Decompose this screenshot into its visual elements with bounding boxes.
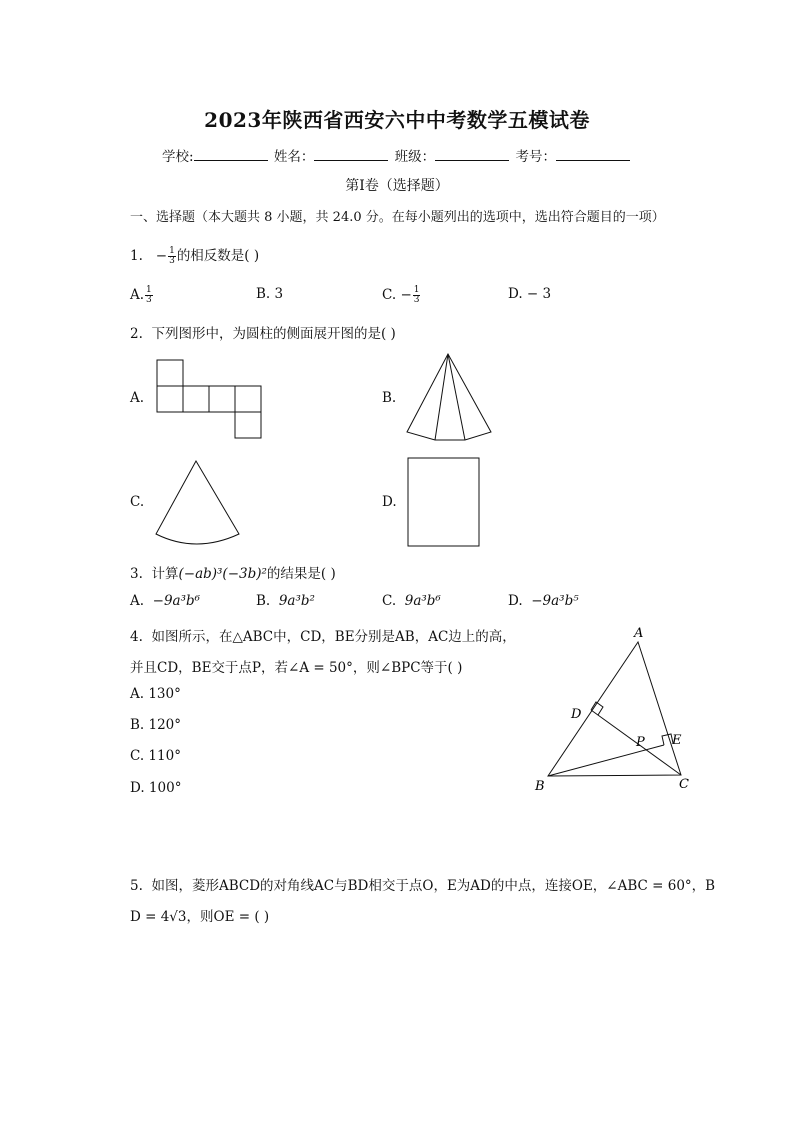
class-label: 班级：: [394, 149, 436, 165]
cube-net-figure: [155, 358, 265, 440]
name-blank[interactable]: [314, 148, 388, 161]
option-a[interactable]: A. 130°: [130, 686, 181, 702]
label-p: P: [636, 735, 645, 750]
question-text: 的相反数是( ): [176, 248, 260, 264]
label-a: A: [634, 626, 644, 641]
expression: (−ab)³(−3b)²: [178, 566, 267, 582]
question-5-line-2: D = 4√3，则OE = ( ): [130, 909, 270, 925]
label-d: D: [571, 707, 582, 722]
school-label: 学校:: [162, 149, 194, 165]
section-heading: 一、选择题（本大题共 8 小题，共 24.0 分。在每小题列出的选项中，选出符合题目的一项）: [130, 210, 665, 225]
label-c: C: [679, 777, 689, 792]
option-c[interactable]: C. 9a³b⁶: [382, 593, 441, 609]
pyramid-figure: [405, 352, 495, 444]
exam-no-label: 考号：: [515, 149, 556, 165]
option-b[interactable]: B. 9a³b²: [256, 593, 315, 609]
question-2: 2. 下列图形中，为圆柱的侧面展开图的是( ): [130, 326, 396, 342]
student-info-line: [0, 145, 794, 165]
option-b[interactable]: B. 120°: [130, 717, 182, 733]
sector-figure: [153, 458, 243, 546]
option-c[interactable]: C. 110°: [130, 748, 181, 764]
q2-label-d[interactable]: D.: [382, 494, 397, 510]
question-number: 1.: [130, 248, 143, 264]
paper-title: 2023年陕西省西安六中中考数学五模试卷: [204, 108, 590, 132]
question-5-line-1: 5. 如图，菱形ABCD的对角线AC与BD相交于点O，E为AD的中点，连接OE，∠ABC = 60°，B: [130, 878, 716, 894]
triangle-figure: [528, 620, 708, 800]
school-blank[interactable]: [194, 148, 268, 161]
rectangle-figure: [406, 456, 482, 550]
option-d[interactable]: D. −9a³b⁵: [508, 593, 579, 609]
exam-no-blank[interactable]: [556, 148, 630, 161]
option-d[interactable]: D. − 3: [508, 286, 552, 302]
option-a[interactable]: A. −9a³b⁶: [130, 593, 201, 609]
label-b: B: [535, 779, 545, 794]
question-4-line-2: 并且CD，BE交于点P，若∠A = 50°，则∠BPC等于( ): [130, 660, 463, 676]
option-c[interactable]: C. − $\frac{1}{3}$: [382, 285, 420, 305]
option-d[interactable]: D. 100°: [130, 780, 182, 796]
question-text: 下列图形中，为圆柱的侧面展开图的是( ): [151, 326, 396, 342]
fraction: $\frac{1}{3}$: [169, 246, 175, 266]
option-a[interactable]: A. $\frac{1}{3}$: [130, 285, 152, 305]
question-4-line-1: 4. 如图所示，在△ABC中，CD，BE分别是AB，AC边上的高，: [130, 629, 516, 645]
q2-label-c[interactable]: C.: [130, 494, 145, 510]
option-b[interactable]: B. 3: [256, 286, 284, 302]
q2-label-a[interactable]: A.: [130, 390, 145, 406]
q2-label-b[interactable]: B.: [382, 390, 397, 406]
part-heading: 第Ⅰ卷（选择题）: [345, 178, 449, 194]
name-label: 姓名：: [273, 149, 315, 165]
class-blank[interactable]: [435, 148, 509, 161]
question-3: 3. 计算(−ab)³(−3b)²的结果是( ): [130, 566, 336, 582]
minus-sign: −: [155, 248, 168, 264]
question-1: [130, 244, 259, 266]
label-e: E: [672, 733, 682, 748]
